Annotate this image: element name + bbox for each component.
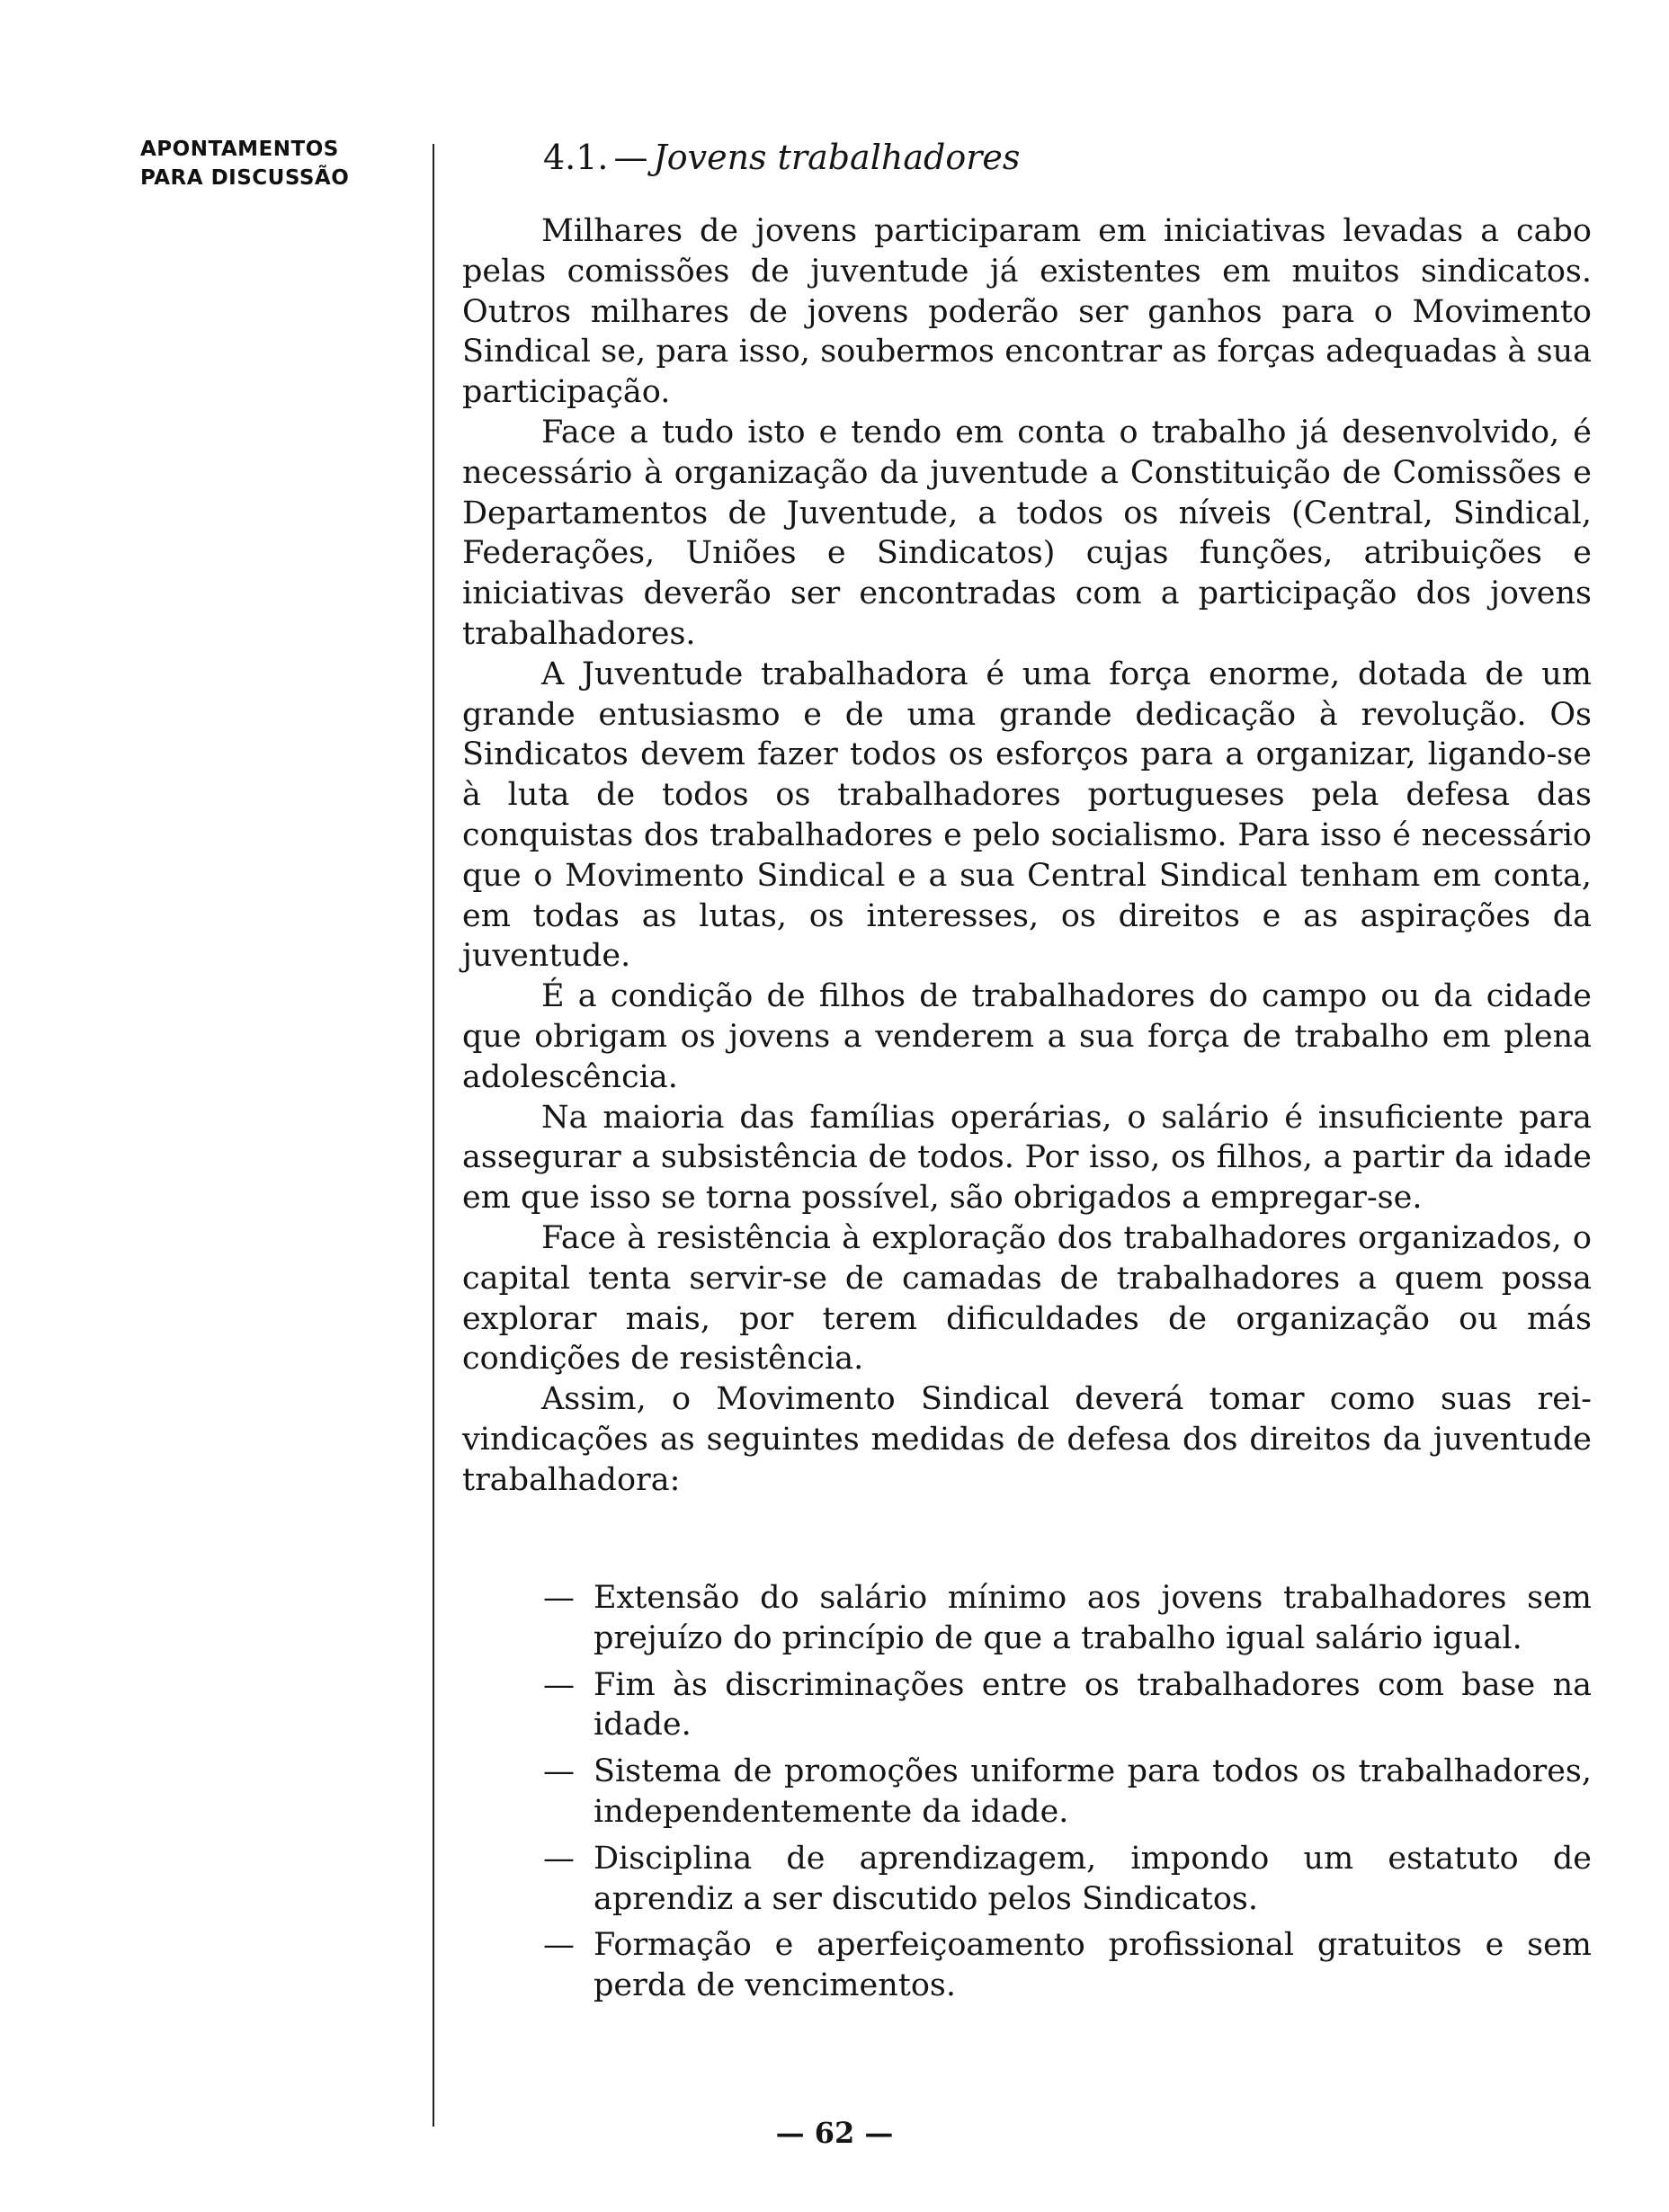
paragraph: A Juventude trabalhadora é uma força enorme, dotada de um grande entusiasmo e de uma grande dedicação à revolução. Os Sindicatos devem fazer todos os esforços para a organizar, ligando-se à luta de todos os trabalhadores portugueses pela defesa das conquistas dos trabalhadores e pelo socialismo. Para isso é necessário que o Movimento Sindical e a sua Central Sindical tenham em conta, em todas as lutas, os interesses, os direitos e as aspirações da juventude. <box>462 656 1592 975</box>
list-bullet-dash: — <box>543 1580 575 1616</box>
list-bullet-dash: — <box>543 1927 575 1964</box>
list-bullet-dash: — <box>543 1666 575 1703</box>
list-item <box>543 1578 1592 1659</box>
side-title-line-2: PARA DISCUSSÃO <box>140 166 350 190</box>
list-item <box>543 1665 1592 1746</box>
list-bullet-dash: — <box>543 1840 575 1877</box>
paragraph: Assim, o Movimento Sindical deverá tomar como suas reivindicações as seguintes medidas de defesa dos direitos da juventude trabalhadora: <box>462 1381 1592 1498</box>
list-bullet-dash: — <box>543 1753 575 1790</box>
list-item-text: Sistema de promoções uniforme para todos os trabalhadores, independentemente da idade. <box>594 1753 1592 1830</box>
section-dash: — <box>613 138 648 177</box>
paragraph: Milhares de jovens participaram em iniciativas levadas a cabo pelas comissões de juventude já existentes em muitos sindicatos. Outros milhares de jovens poderão ser ganhos para o Movimento Sindical se, para isso, soubermos encontrar as forças adequadas à sua participação. <box>462 213 1592 411</box>
paragraph: É a condição de filhos de trabalhadores do campo ou da cidade que obrigam os jovens a venderem a sua força de trabalho em plena adolescência. <box>462 978 1592 1095</box>
list-item <box>543 1839 1592 1920</box>
demands-list <box>543 1578 1592 2012</box>
side-title-line-1: APONTAMENTOS <box>140 138 339 161</box>
body-text <box>462 211 1592 1501</box>
section-title: Jovens trabalhadores <box>653 138 1021 177</box>
list-item-text: Fim às discriminações entre os trabalhadores com base na idade. <box>594 1666 1592 1744</box>
page-number: — 62 — <box>775 2116 894 2150</box>
list-item-text: Disciplina de aprendizagem, impondo um estatuto de aprendiz a ser discutido pelos Sindicatos. <box>594 1840 1592 1917</box>
paragraph: Face à resistência à exploração dos trabalhadores organizados, o capital tenta servir-se de camadas de trabalhadores a quem possa explorar mais, por terem dificuldades de organização ou más condições de resistência. <box>462 1219 1592 1378</box>
list-item-text: Extensão do salário mínimo aos jovens trabalhadores sem prejuízo do princípio de que a trabalho igual salário igual. <box>594 1580 1592 1656</box>
running-side-title <box>140 135 410 192</box>
section-heading <box>543 135 1020 180</box>
paragraph: Na maioria das famílias operárias, o salário é insuficiente para assegurar a subsistência de todos. Por isso, os filhos, a partir da idade em que isso se torna possível, são obrigados a empregar-se. <box>462 1099 1592 1217</box>
margin-divider-line <box>433 144 434 2127</box>
list-item <box>543 1752 1592 1833</box>
paragraph: Face a tudo isto e tendo em conta o trabalho já desenvolvido, é necessário à organização da juventude a Constituição de Comissões e Departamentos de Juventude, a todos os níveis (Central, Sindical, Federações, Uniões e Sindicatos) cujas funções, atribuições e iniciativas deverão ser encontradas com a participação dos jovens trabalhadores. <box>462 414 1592 652</box>
section-number: 4.1. <box>543 138 609 177</box>
list-item <box>543 1925 1592 2006</box>
list-item-text: Formação e aperfeiçoamento profissional gratuitos e sem perda de vencimentos. <box>594 1927 1592 2004</box>
